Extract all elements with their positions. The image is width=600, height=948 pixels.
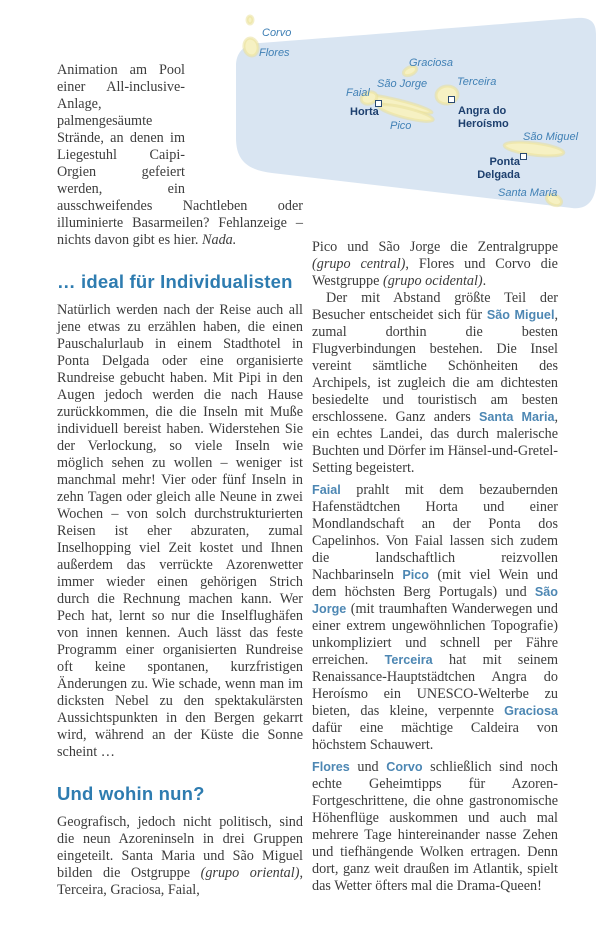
island-keyword: Pico: [402, 568, 429, 582]
text-segment: Pico und São Jorge die Zentralgruppe: [312, 239, 558, 255]
island-label: Faial: [346, 87, 370, 99]
island-keyword: São Miguel: [486, 308, 555, 322]
city-label-line: Ponta: [489, 156, 520, 168]
text-segment: und: [349, 759, 387, 775]
city-label: [476, 156, 520, 181]
section-heading-individualists: … ideal für Individualisten: [57, 271, 293, 292]
wohin-paragraph: [57, 814, 303, 899]
text-segment: , Terceira, Graciosa, Faial,: [57, 865, 303, 898]
left-column: [57, 62, 303, 899]
island-keyword: São Jorge: [312, 585, 558, 616]
groups-continuation-paragraph: [312, 239, 558, 290]
text-segment: (mit traumhaften Wanderwegen und einer extrem ungewöhnlichen Topografie) unkompliziert und schnell per Fähre erreichen.: [312, 601, 558, 668]
city-label: [350, 106, 390, 119]
island-keyword: Faial: [312, 483, 341, 497]
text-segment: Animation am Pool einer All-inclusive-Anlage, palmengesäumte Strände, an denen im Liegestuhl Caipi-Orgien gefeiert werden, ein ausschweifendes Nachtleben oder illuminierte Basarmeilen? Fehlanzeige – nichts davon gibt es hier.: [57, 62, 303, 248]
map-text-wrap-spacer: [185, 62, 303, 196]
city-marker: [448, 96, 455, 103]
city-label-line: Horta: [350, 106, 379, 118]
city-marker: [520, 153, 527, 160]
island-label: Santa Maria: [498, 187, 558, 199]
island-keyword: Corvo: [386, 760, 423, 774]
right-column: [312, 239, 558, 895]
text-segment: Geografisch, jedoch nicht politisch, sind die neun Azoreninseln in drei Gruppen eingeteilt. Santa Maria und São Miguel bilden die Ostgruppe: [57, 814, 303, 881]
island-keyword: Santa Maria: [479, 410, 555, 424]
text-segment: (grupo ocidental): [382, 273, 483, 289]
individualists-paragraph: [57, 302, 303, 761]
island-label: Corvo: [262, 27, 292, 39]
sao-miguel-paragraph: [312, 290, 558, 477]
intro-paragraph: [57, 62, 303, 249]
island-keyword: Terceira: [384, 653, 433, 667]
island-keyword: Graciosa: [504, 704, 558, 718]
text-segment: (grupo oriental): [200, 865, 300, 881]
text-segment: dafür eine mächtige Caldeira von höchstem Schauwert.: [312, 720, 558, 753]
text-segment: .: [482, 273, 487, 289]
island-label: São Miguel: [523, 131, 579, 143]
text-segment: Natürlich werden nach der Reise auch all jene etwas zu erzählen haben, die einen Pauschalurlaub in einem Stadthotel in Ponta Delgada oder eine organisierte Rundreise gebucht haben. Mit Pipi in den Augen jedoch werden die nach Hause zurückkommen, die die Inseln mit Muße individuell bereist haben. Widerstehen Sie der Verlockung, so viele Inseln wie möglich sehen zu wollen – weniger ist manchmal mehr! Vier oder fünf Inseln in zehn Tagen oder gleich alle Neune in zwei Wochen – von solch durchstrukturierten Reisen ist eher abzuraten, zumal Inselhopping viel Zeit kostet und Ihnen außerdem das verrückte Azorenwetter immer wieder einen gehörigen Strich durch die Rechnung machen kann. Wer Pech hat, lernt so nur die Inselflughäfen von innen kennen. Auch lässt das feste Programm einer organisierten Rundreise oft keine spontanen, kurzfristigen Änderungen zu. Wie schade, wenn man im dicksten Nebel zu den spektakulärsten Aussichtspunkten in den Bergen gekarrt wird, während an der Küste die Sonne scheint …: [57, 302, 303, 760]
island-label: Flores: [259, 47, 290, 59]
island-label: São Jorge: [377, 78, 428, 90]
section-heading-wohin: Und wohin nun?: [57, 783, 205, 804]
text-segment: , Flores und Corvo die Westgruppe: [312, 256, 558, 289]
island-label: Terceira: [457, 76, 497, 88]
island-label: Pico: [390, 120, 412, 132]
text-segment: prahlt mit dem bezaubernden Hafenstädtchen Horta und einer Mondlandschaft an der Ponta dos Capelinhos. Von Faial lassen sich zudem die landschaftlich reizvollen Nachbarinseln: [312, 482, 558, 583]
island-keyword: Flores: [312, 760, 350, 774]
city-label: [458, 105, 518, 130]
city-label-line: Angra do: [458, 105, 507, 117]
text-segment: (grupo central): [312, 256, 406, 272]
flores-corvo-paragraph: [312, 759, 558, 895]
text-segment: , zumal dorthin die besten Flugverbindungen bestehen. Die Insel vereint sämtliche Schönheiten des Archipels, ist zugleich die am dichtesten besiedelte und touristisch am besten erschlossene. Ganz anders: [312, 307, 558, 425]
text-segment: (mit viel Wein und dem höchsten Berg Portugals) und: [312, 567, 558, 600]
text-segment: Der mit Abstand größte Teil der Besucher entscheidet sich für: [312, 290, 558, 323]
text-segment: Nada.: [202, 232, 237, 248]
island-label: Graciosa: [409, 57, 454, 69]
faial-paragraph: [312, 482, 558, 754]
city-label-line: Heroísmo: [458, 117, 509, 130]
text-segment: schließlich sind noch echte Geheimtipps für Azoren-Fortgeschrittene, die ohne gastronomische Höhenflüge auskommen und auch mal mehrere Tage hintereinander nasse Zehen und tiefhängende Wolken ertragen. Denn dort, ganz weit draußen im Atlantik, spielt das Wetter öfters mal die Drama-Queen!: [312, 759, 558, 894]
city-label-line: Delgada: [477, 168, 520, 181]
text-segment: , ein echtes Landei, das durch malerische Buchten und Dörfer im Hänsel-und-Gretel-Setting begeistert.: [312, 409, 558, 476]
text-segment: hat mit seinem Renaissance-Hauptstädtchen Angra do Heroísmo ein UNESCO-Welterbe zu bieten, das kleine, verpennte: [312, 652, 558, 719]
